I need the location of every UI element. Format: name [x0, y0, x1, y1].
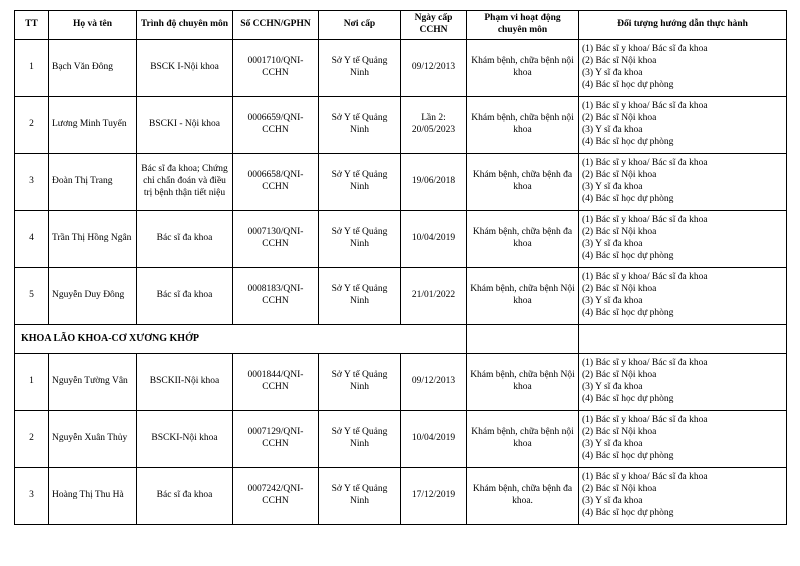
- cell-certificate-number: 0007130/QNI-CCHN: [233, 210, 319, 267]
- cell-full-name: Hoàng Thị Thu Hà: [49, 467, 137, 524]
- cell-qualification: Bác sĩ đa khoa; Chứng chỉ chẩn đoán và điều trị bệnh thận tiết niệu: [137, 153, 233, 210]
- target-line: (4) Bác sĩ học dự phòng: [582, 507, 674, 518]
- target-line: (3) Y sĩ đa khoa: [582, 295, 643, 306]
- target-line: (4) Bác sĩ học dự phòng: [582, 79, 674, 90]
- cell-issuing-place: Sở Y tế Quảng Ninh: [319, 96, 401, 153]
- target-line: (4) Bác sĩ học dự phòng: [582, 450, 674, 461]
- cell-full-name: Trần Thị Hồng Ngân: [49, 210, 137, 267]
- cell-full-name: Nguyễn Xuân Thủy: [49, 410, 137, 467]
- cell-qualification: BSCKII-Nội khoa: [137, 353, 233, 410]
- cell-tt: 5: [15, 267, 49, 324]
- cell-practice-guidance-target: [579, 353, 787, 410]
- table-row: [15, 153, 787, 210]
- cell-qualification: Bác sĩ đa khoa: [137, 210, 233, 267]
- column-header-tt: TT: [15, 11, 49, 40]
- target-line: (1) Bác sĩ y khoa/ Bác sĩ đa khoa: [582, 215, 708, 225]
- cell-practice-scope: Khám bệnh, chữa bệnh đa khoa: [467, 153, 579, 210]
- target-line: (2) Bác sĩ Nội khoa: [582, 226, 657, 237]
- cell-practice-scope: Khám bệnh, chữa bệnh đa khoa: [467, 210, 579, 267]
- target-line: (4) Bác sĩ học dự phòng: [582, 250, 674, 261]
- column-header-issue-date: Ngày cấp CCHN: [401, 11, 467, 40]
- table-row: [15, 210, 787, 267]
- column-header-practice-scope: Phạm vi hoạt động chuyên môn: [467, 11, 579, 40]
- cell-issue-date: 21/01/2022: [401, 267, 467, 324]
- column-header-qualification: Trình độ chuyên môn: [137, 11, 233, 40]
- table-header: [15, 11, 787, 40]
- target-line: (2) Bác sĩ Nội khoa: [582, 55, 657, 66]
- target-line: (3) Y sĩ đa khoa: [582, 67, 643, 78]
- cell-certificate-number: 0007242/QNI-CCHN: [233, 467, 319, 524]
- cell-practice-guidance-target: [579, 467, 787, 524]
- table-row: [15, 353, 787, 410]
- cell-qualification: BSCKI-Nội khoa: [137, 410, 233, 467]
- section-blank-target: [579, 324, 787, 353]
- target-line: (2) Bác sĩ Nội khoa: [582, 426, 657, 437]
- practitioner-registration-table: [14, 10, 787, 525]
- cell-certificate-number: 0007129/QNI-CCHN: [233, 410, 319, 467]
- cell-certificate-number: 0006659/QNI-CCHN: [233, 96, 319, 153]
- cell-issuing-place: Sở Y tế Quảng Ninh: [319, 210, 401, 267]
- table-row: [15, 467, 787, 524]
- cell-practice-guidance-target: [579, 153, 787, 210]
- section-blank-scope: [467, 324, 579, 353]
- cell-full-name: Đoàn Thị Trang: [49, 153, 137, 210]
- cell-issue-date: 10/04/2019: [401, 210, 467, 267]
- target-line: (1) Bác sĩ y khoa/ Bác sĩ đa khoa: [582, 415, 708, 425]
- column-header-issuing-place: Nơi cấp: [319, 11, 401, 40]
- target-line: (3) Y sĩ đa khoa: [582, 381, 643, 392]
- target-line: (4) Bác sĩ học dự phòng: [582, 136, 674, 147]
- column-header-certificate-number: Số CCHN/GPHN: [233, 11, 319, 40]
- cell-issuing-place: Sở Y tế Quảng Ninh: [319, 267, 401, 324]
- cell-practice-scope: Khám bệnh, chữa bệnh nội khoa: [467, 96, 579, 153]
- target-line: (4) Bác sĩ học dự phòng: [582, 193, 674, 204]
- cell-tt: 2: [15, 96, 49, 153]
- target-line: (2) Bác sĩ Nội khoa: [582, 169, 657, 180]
- cell-practice-scope: Khám bệnh, chữa bệnh nội khoa: [467, 410, 579, 467]
- column-header-practice-guidance-target: Đối tượng hướng dẫn thực hành: [579, 11, 787, 40]
- table-row: [15, 267, 787, 324]
- target-line: (3) Y sĩ đa khoa: [582, 238, 643, 249]
- cell-certificate-number: 0001710/QNI-CCHN: [233, 39, 319, 96]
- cell-tt: 1: [15, 353, 49, 410]
- cell-full-name: Nguyễn Duy Đông: [49, 267, 137, 324]
- cell-tt: 3: [15, 467, 49, 524]
- target-line: (1) Bác sĩ y khoa/ Bác sĩ đa khoa: [582, 472, 708, 482]
- table-section-row: [15, 324, 787, 353]
- cell-full-name: Nguyễn Tường Vân: [49, 353, 137, 410]
- cell-practice-guidance-target: [579, 410, 787, 467]
- cell-issue-date: 17/12/2019: [401, 467, 467, 524]
- cell-qualification: BSCK I-Nội khoa: [137, 39, 233, 96]
- target-line: (3) Y sĩ đa khoa: [582, 124, 643, 135]
- cell-issue-date: 09/12/2013: [401, 39, 467, 96]
- table-header-row: [15, 11, 787, 40]
- target-line: (2) Bác sĩ Nội khoa: [582, 283, 657, 294]
- cell-practice-guidance-target: [579, 210, 787, 267]
- column-header-full-name: Họ và tên: [49, 11, 137, 40]
- cell-qualification: Bác sĩ đa khoa: [137, 467, 233, 524]
- cell-issuing-place: Sở Y tế Quảng Ninh: [319, 353, 401, 410]
- cell-certificate-number: 0008183/QNI-CCHN: [233, 267, 319, 324]
- cell-practice-scope: Khám bệnh, chữa bệnh nội khoa: [467, 39, 579, 96]
- target-line: (3) Y sĩ đa khoa: [582, 181, 643, 192]
- cell-full-name: Bạch Văn Đông: [49, 39, 137, 96]
- target-line: (2) Bác sĩ Nội khoa: [582, 112, 657, 123]
- target-line: (1) Bác sĩ y khoa/ Bác sĩ đa khoa: [582, 272, 708, 282]
- section-title: KHOA LÃO KHOA-CƠ XƯƠNG KHỚP: [15, 324, 467, 353]
- target-line: (2) Bác sĩ Nội khoa: [582, 369, 657, 380]
- cell-practice-scope: Khám bệnh, chữa bệnh đa khoa.: [467, 467, 579, 524]
- cell-issue-date: 09/12/2013: [401, 353, 467, 410]
- cell-tt: 3: [15, 153, 49, 210]
- target-line: (1) Bác sĩ y khoa/ Bác sĩ đa khoa: [582, 158, 708, 168]
- cell-tt: 2: [15, 410, 49, 467]
- target-line: (4) Bác sĩ học dự phòng: [582, 307, 674, 318]
- cell-practice-guidance-target: [579, 96, 787, 153]
- table-row: [15, 410, 787, 467]
- cell-issuing-place: Sở Y tế Quảng Ninh: [319, 153, 401, 210]
- target-line: (1) Bác sĩ y khoa/ Bác sĩ đa khoa: [582, 101, 708, 111]
- target-line: (1) Bác sĩ y khoa/ Bác sĩ đa khoa: [582, 44, 708, 54]
- cell-issuing-place: Sở Y tế Quảng Ninh: [319, 467, 401, 524]
- cell-issuing-place: Sở Y tế Quảng Ninh: [319, 39, 401, 96]
- cell-practice-guidance-target: [579, 267, 787, 324]
- cell-full-name: Lương Minh Tuyến: [49, 96, 137, 153]
- cell-issue-date: Lần 2: 20/05/2023: [401, 96, 467, 153]
- cell-issue-date: 19/06/2018: [401, 153, 467, 210]
- cell-qualification: Bác sĩ đa khoa: [137, 267, 233, 324]
- cell-tt: 4: [15, 210, 49, 267]
- cell-certificate-number: 0001844/QNI-CCHN: [233, 353, 319, 410]
- table-row: [15, 96, 787, 153]
- cell-issuing-place: Sở Y tế Quảng Ninh: [319, 410, 401, 467]
- cell-practice-guidance-target: [579, 39, 787, 96]
- table-row: [15, 39, 787, 96]
- table-body: [15, 39, 787, 524]
- target-line: (3) Y sĩ đa khoa: [582, 438, 643, 449]
- cell-certificate-number: 0006658/QNI-CCHN: [233, 153, 319, 210]
- target-line: (2) Bác sĩ Nội khoa: [582, 483, 657, 494]
- cell-practice-scope: Khám bệnh, chữa bệnh Nội khoa: [467, 267, 579, 324]
- target-line: (4) Bác sĩ học dự phòng: [582, 393, 674, 404]
- cell-issue-date: 10/04/2019: [401, 410, 467, 467]
- cell-practice-scope: Khám bệnh, chữa bệnh Nội khoa: [467, 353, 579, 410]
- cell-tt: 1: [15, 39, 49, 96]
- target-line: (1) Bác sĩ y khoa/ Bác sĩ đa khoa: [582, 358, 708, 368]
- cell-qualification: BSCKI - Nội khoa: [137, 96, 233, 153]
- target-line: (3) Y sĩ đa khoa: [582, 495, 643, 506]
